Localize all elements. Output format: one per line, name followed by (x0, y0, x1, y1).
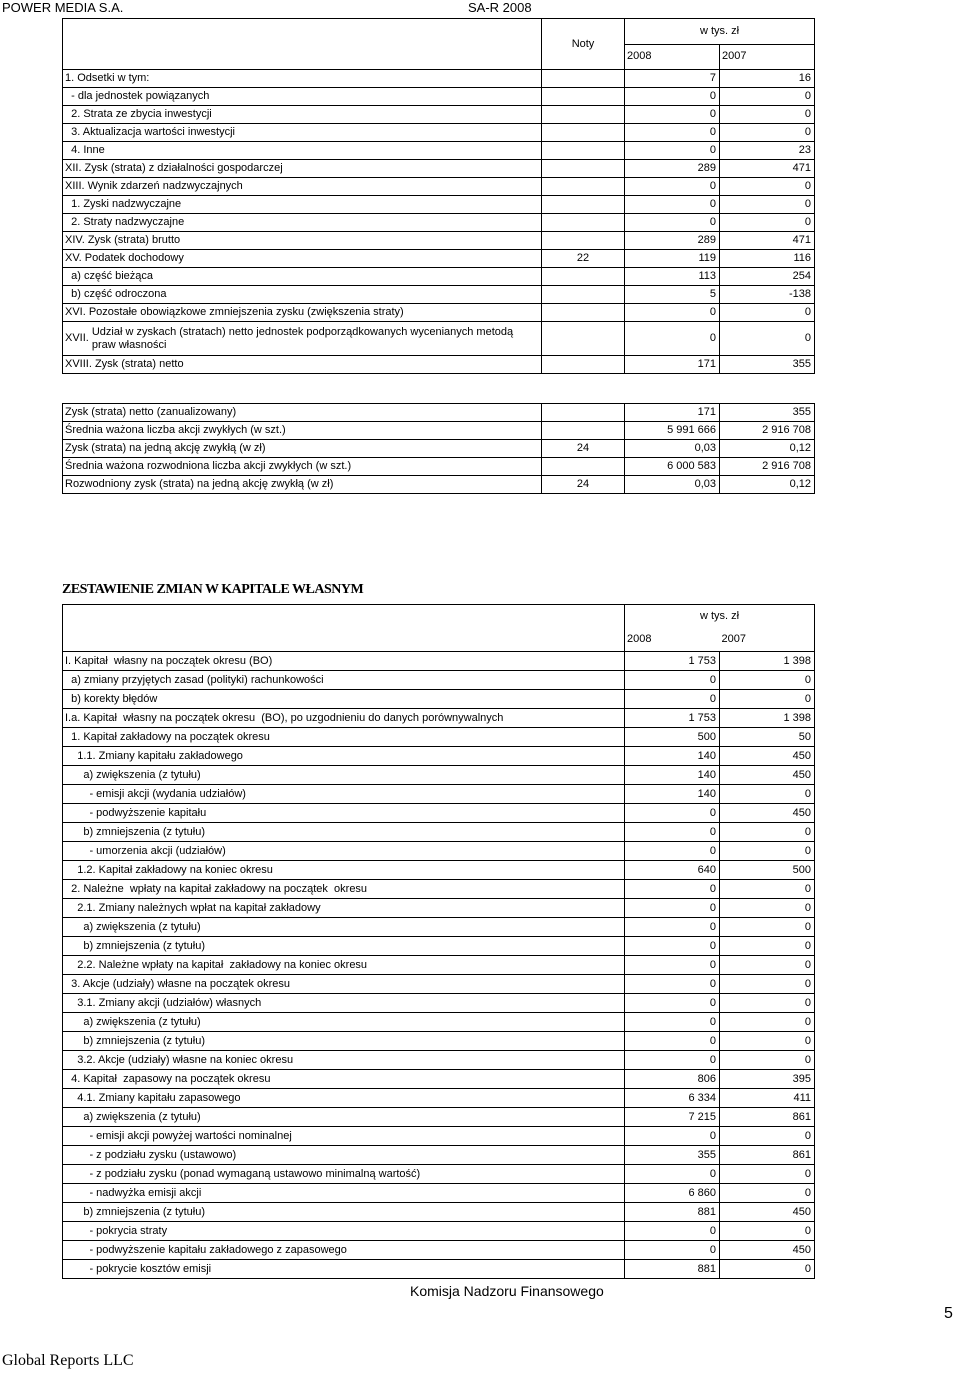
row-note (542, 322, 625, 356)
row-label: - podwyższenie kapitału zakładowego z zapasowego (63, 1241, 625, 1260)
value-2007: 0 (720, 899, 815, 918)
row-note (542, 88, 625, 106)
value-2007: 0 (720, 106, 815, 124)
value-2008: 140 (625, 747, 720, 766)
value-2008: 1 753 (625, 709, 720, 728)
value-2008: 0 (625, 975, 720, 994)
row-label: 1.2. Kapitał zakładowy na koniec okresu (63, 861, 625, 880)
row-label: a) zwiększenia (z tytułu) (63, 1013, 625, 1032)
row-note (542, 178, 625, 196)
table-row (63, 880, 815, 899)
row-label: 2.1. Zmiany należnych wpłat na kapitał zakładowy (63, 899, 625, 918)
notes-header: Noty (542, 19, 625, 70)
value-2008: 7 (625, 70, 720, 88)
row-label: 2.2. Należne wpłaty na kapitał zakładowy na koniec okresu (63, 956, 625, 975)
value-2008: 119 (625, 250, 720, 268)
value-2007: 395 (720, 1070, 815, 1089)
value-2008: 0 (625, 106, 720, 124)
value-2008: 0 (625, 937, 720, 956)
row-label: - nadwyżka emisji akcji (63, 1184, 625, 1203)
value-2008: 0 (625, 304, 720, 322)
equity-changes-table (62, 604, 815, 1279)
table-row (63, 1070, 815, 1089)
row-label: b) zmniejszenia (z tytułu) (63, 1032, 625, 1051)
value-2008: 0 (625, 880, 720, 899)
row-label: XVI. Pozostałe obowiązkowe zmniejszenia zysku (zwiększenia straty) (63, 304, 542, 322)
value-2007: 0 (720, 842, 815, 861)
value-2007: 0 (720, 937, 815, 956)
row-label: I. Kapitał własny na początek okresu (BO) (63, 652, 625, 671)
table-row (63, 404, 815, 422)
row-label: Zysk (strata) netto (zanualizowany) (63, 404, 542, 422)
value-2008: 0 (625, 823, 720, 842)
value-2007: 0 (720, 1127, 815, 1146)
table-row (63, 861, 815, 880)
table-row (63, 476, 815, 494)
value-2008: 289 (625, 160, 720, 178)
value-2008: 0 (625, 214, 720, 232)
table-row (63, 652, 815, 671)
row-label: Średnia ważona rozwodniona liczba akcji zwykłych (w szt.) (63, 458, 542, 476)
table-row (63, 1260, 815, 1279)
row-label: 1. Zyski nadzwyczajne (63, 196, 542, 214)
row-note (542, 458, 625, 476)
value-2007: 0 (720, 88, 815, 106)
value-2008: 0 (625, 1165, 720, 1184)
value-2007: 0 (720, 975, 815, 994)
row-label: 4. Kapitał zapasowy na początek okresu (63, 1070, 625, 1089)
value-2007: 0 (720, 1013, 815, 1032)
row-prefix: XVII. (65, 332, 89, 344)
table-row (63, 124, 815, 142)
value-2007: 0 (720, 1165, 815, 1184)
value-2007: 254 (720, 268, 815, 286)
value-2008: 0 (625, 899, 720, 918)
footer-brand: Global Reports LLC (2, 1352, 134, 1369)
value-2008: 0,03 (625, 476, 720, 494)
value-2007: 0 (720, 322, 815, 356)
value-2008: 640 (625, 861, 720, 880)
table-row (63, 1032, 815, 1051)
value-2008: 0 (625, 956, 720, 975)
value-2008: 6 860 (625, 1184, 720, 1203)
row-label: a) część bieżąca (63, 268, 542, 286)
value-2007: 861 (720, 1146, 815, 1165)
table-row (63, 1165, 815, 1184)
value-2008: 1 753 (625, 652, 720, 671)
row-note (542, 214, 625, 232)
value-2008: 0 (625, 142, 720, 160)
row-label: a) zmiany przyjętych zasad (polityki) rachunkowości (63, 671, 625, 690)
value-2007: 0 (720, 1051, 815, 1070)
value-2008: 7 215 (625, 1108, 720, 1127)
table-row (63, 286, 815, 304)
value-2008: 0 (625, 994, 720, 1013)
row-label: 4. Inne (63, 142, 542, 160)
value-2007: 450 (720, 747, 815, 766)
value-2008: 0 (625, 322, 720, 356)
table-row (63, 766, 815, 785)
unit-header: w tys. zł (625, 605, 815, 629)
table-row (63, 1146, 815, 1165)
row-note (542, 268, 625, 286)
table-row (63, 956, 815, 975)
row-label-line1: Udział w zyskach (stratach) netto jednostek podporządkowanych wycenianych metodą (91, 325, 514, 338)
row-label: - dla jednostek powiązanych (63, 88, 542, 106)
row-label: XVIII. Zysk (strata) netto (63, 356, 542, 374)
value-2007: 0 (720, 124, 815, 142)
row-label: - z podziału zysku (ponad wymaganą ustawowo minimalną wartość) (63, 1165, 625, 1184)
value-2007: -138 (720, 286, 815, 304)
row-note: 22 (542, 250, 625, 268)
value-2007: 0 (720, 214, 815, 232)
footer-regulator: Komisja Nadzoru Finansowego (410, 1283, 604, 1299)
value-2007: 411 (720, 1089, 815, 1108)
value-2007: 355 (720, 356, 815, 374)
row-label-line2: praw własności (91, 338, 167, 351)
table-row (63, 1184, 815, 1203)
row-label: - podwyższenie kapitału (63, 804, 625, 823)
table-row (63, 70, 815, 88)
table-row (63, 975, 815, 994)
table-row (63, 842, 815, 861)
value-2008: 5 (625, 286, 720, 304)
value-2008: 0 (625, 1241, 720, 1260)
row-label: 3.2. Akcje (udziały) własne na koniec okresu (63, 1051, 625, 1070)
row-note (542, 356, 625, 374)
row-note (542, 422, 625, 440)
row-label: - emisji akcji powyżej wartości nominalnej (63, 1127, 625, 1146)
row-label: b) zmniejszenia (z tytułu) (63, 823, 625, 842)
table-header-row (63, 605, 815, 629)
value-2007: 23 (720, 142, 815, 160)
value-2007: 2 916 708 (720, 422, 815, 440)
value-2007: 50 (720, 728, 815, 747)
value-2007: 0 (720, 1260, 815, 1279)
table-row (63, 160, 815, 178)
value-2007: 0 (720, 1184, 815, 1203)
row-label: 1.1. Zmiany kapitału zakładowego (63, 747, 625, 766)
row-label: - pokrycia straty (63, 1222, 625, 1241)
value-2007: 0 (720, 1222, 815, 1241)
table-row (63, 178, 815, 196)
report-code: SA-R 2008 (468, 0, 532, 15)
table-row (63, 1013, 815, 1032)
table-row (63, 196, 815, 214)
value-2008: 500 (625, 728, 720, 747)
table-row (63, 785, 815, 804)
table-row (63, 671, 815, 690)
company-name: POWER MEDIA S.A. (2, 0, 124, 15)
value-2007: 0 (720, 196, 815, 214)
table-row (63, 1127, 815, 1146)
value-2007: 471 (720, 160, 815, 178)
row-note (542, 196, 625, 214)
year-2007-header: 2007 (720, 628, 815, 652)
value-2007: 0 (720, 671, 815, 690)
value-2007: 355 (720, 404, 815, 422)
table-row (63, 232, 815, 250)
row-label: a) zwiększenia (z tytułu) (63, 918, 625, 937)
row-label: 2. Strata ze zbycia inwestycji (63, 106, 542, 124)
value-2008: 6 000 583 (625, 458, 720, 476)
value-2008: 171 (625, 404, 720, 422)
table-row (63, 440, 815, 458)
row-label: XII. Zysk (strata) z działalności gospodarczej (63, 160, 542, 178)
row-label: 3.1. Zmiany akcji (udziałów) własnych (63, 994, 625, 1013)
value-2007: 450 (720, 1203, 815, 1222)
table-row (63, 899, 815, 918)
value-2008: 0 (625, 88, 720, 106)
value-2007: 450 (720, 1241, 815, 1260)
row-label: 1. Odsetki w tym: (63, 70, 542, 88)
table-row (63, 1051, 815, 1070)
row-label: a) zwiększenia (z tytułu) (63, 766, 625, 785)
table-row (63, 422, 815, 440)
value-2008: 5 991 666 (625, 422, 720, 440)
year-2007-header: 2007 (720, 44, 815, 70)
table-row (63, 1108, 815, 1127)
table-row (63, 1241, 815, 1260)
row-label: XIII. Wynik zdarzeń nadzwyczajnych (63, 178, 542, 196)
table-header-row (63, 19, 815, 45)
value-2007: 0 (720, 1032, 815, 1051)
row-note (542, 106, 625, 124)
value-2008: 0 (625, 1013, 720, 1032)
value-2008: 0 (625, 918, 720, 937)
row-note (542, 70, 625, 88)
page-number: 5 (944, 1305, 953, 1322)
value-2007: 1 398 (720, 709, 815, 728)
row-label: Rozwodniony zysk (strata) na jedną akcję zwykłą (w zł) (63, 476, 542, 494)
row-note (542, 232, 625, 250)
table-row (63, 747, 815, 766)
row-label: 2. Straty nadzwyczajne (63, 214, 542, 232)
table-row (63, 458, 815, 476)
table-row (63, 268, 815, 286)
table-row (63, 214, 815, 232)
row-note (542, 142, 625, 160)
table-row (63, 322, 815, 356)
row-label: b) część odroczona (63, 286, 542, 304)
value-2007: 450 (720, 766, 815, 785)
row-note (542, 286, 625, 304)
table-row (63, 937, 815, 956)
year-2008-header: 2008 (625, 628, 720, 652)
value-2007: 0 (720, 956, 815, 975)
row-label: 3. Akcje (udziały) własne na początek okresu (63, 975, 625, 994)
row-label: Zysk (strata) na jedną akcję zwykłą (w zł) (63, 440, 542, 458)
table-row (63, 994, 815, 1013)
value-2008: 0 (625, 178, 720, 196)
value-2008: 6 334 (625, 1089, 720, 1108)
unit-header: w tys. zł (625, 19, 815, 45)
value-2008: 289 (625, 232, 720, 250)
value-2007: 0 (720, 823, 815, 842)
row-note (542, 304, 625, 322)
income-statement-table (62, 18, 815, 374)
row-label: - umorzenia akcji (udziałów) (63, 842, 625, 861)
value-2007: 1 398 (720, 652, 815, 671)
value-2007: 450 (720, 804, 815, 823)
row-note (542, 160, 625, 178)
table-row (63, 728, 815, 747)
row-label: 1. Kapitał zakładowy na początek okresu (63, 728, 625, 747)
table-row (63, 1203, 815, 1222)
value-2008: 0 (625, 1051, 720, 1070)
row-label: a) zwiększenia (z tytułu) (63, 1108, 625, 1127)
table-row (63, 709, 815, 728)
row-label (63, 322, 542, 356)
value-2008: 355 (625, 1146, 720, 1165)
value-2008: 881 (625, 1203, 720, 1222)
row-label: - pokrycie kosztów emisji (63, 1260, 625, 1279)
value-2007: 471 (720, 232, 815, 250)
row-label: b) korekty błędów (63, 690, 625, 709)
row-label: XV. Podatek dochodowy (63, 250, 542, 268)
table-row (63, 918, 815, 937)
value-2008: 0 (625, 804, 720, 823)
value-2008: 113 (625, 268, 720, 286)
row-label: - z podziału zysku (ustawowo) (63, 1146, 625, 1165)
value-2007: 116 (720, 250, 815, 268)
table-row (63, 88, 815, 106)
value-2008: 140 (625, 766, 720, 785)
value-2008: 0 (625, 196, 720, 214)
row-label: Średnia ważona liczba akcji zwykłych (w szt.) (63, 422, 542, 440)
value-2007: 0 (720, 880, 815, 899)
value-2007: 0 (720, 994, 815, 1013)
value-2007: 0 (720, 785, 815, 804)
row-label: 4.1. Zmiany kapitału zapasowego (63, 1089, 625, 1108)
year-2008-header: 2008 (625, 44, 720, 70)
value-2008: 881 (625, 1260, 720, 1279)
value-2008: 0 (625, 690, 720, 709)
table-row (63, 804, 815, 823)
table-row (63, 690, 815, 709)
value-2007: 0 (720, 178, 815, 196)
value-2008: 0 (625, 124, 720, 142)
value-2007: 0 (720, 690, 815, 709)
row-note (542, 404, 625, 422)
value-2007: 861 (720, 1108, 815, 1127)
value-2008: 171 (625, 356, 720, 374)
row-note (542, 124, 625, 142)
value-2007: 0,12 (720, 440, 815, 458)
eps-table (62, 403, 815, 494)
table-row (63, 250, 815, 268)
value-2008: 0,03 (625, 440, 720, 458)
table-row (63, 823, 815, 842)
row-label: b) zmniejszenia (z tytułu) (63, 1203, 625, 1222)
value-2007: 2 916 708 (720, 458, 815, 476)
equity-changes-title: ZESTAWIENIE ZMIAN W KAPITALE WŁASNYM (62, 582, 364, 597)
value-2007: 0 (720, 918, 815, 937)
table-row (63, 1222, 815, 1241)
value-2008: 140 (625, 785, 720, 804)
value-2008: 0 (625, 671, 720, 690)
table-row (63, 142, 815, 160)
table-row (63, 106, 815, 124)
table-row (63, 356, 815, 374)
row-label: 2. Należne wpłaty na kapitał zakładowy na początek okresu (63, 880, 625, 899)
value-2007: 500 (720, 861, 815, 880)
value-2007: 16 (720, 70, 815, 88)
table-row (63, 304, 815, 322)
row-note: 24 (542, 476, 625, 494)
value-2008: 0 (625, 1032, 720, 1051)
row-label: - emisji akcji (wydania udziałów) (63, 785, 625, 804)
row-label: XIV. Zysk (strata) brutto (63, 232, 542, 250)
value-2008: 0 (625, 1222, 720, 1241)
table-row (63, 1089, 815, 1108)
row-note: 24 (542, 440, 625, 458)
value-2008: 0 (625, 1127, 720, 1146)
value-2008: 0 (625, 842, 720, 861)
row-label: I.a. Kapitał własny na początek okresu (BO), po uzgodnieniu do danych porównywalnych (63, 709, 625, 728)
value-2008: 806 (625, 1070, 720, 1089)
value-2007: 0,12 (720, 476, 815, 494)
row-label: 3. Aktualizacja wartości inwestycji (63, 124, 542, 142)
row-label: b) zmniejszenia (z tytułu) (63, 937, 625, 956)
value-2007: 0 (720, 304, 815, 322)
